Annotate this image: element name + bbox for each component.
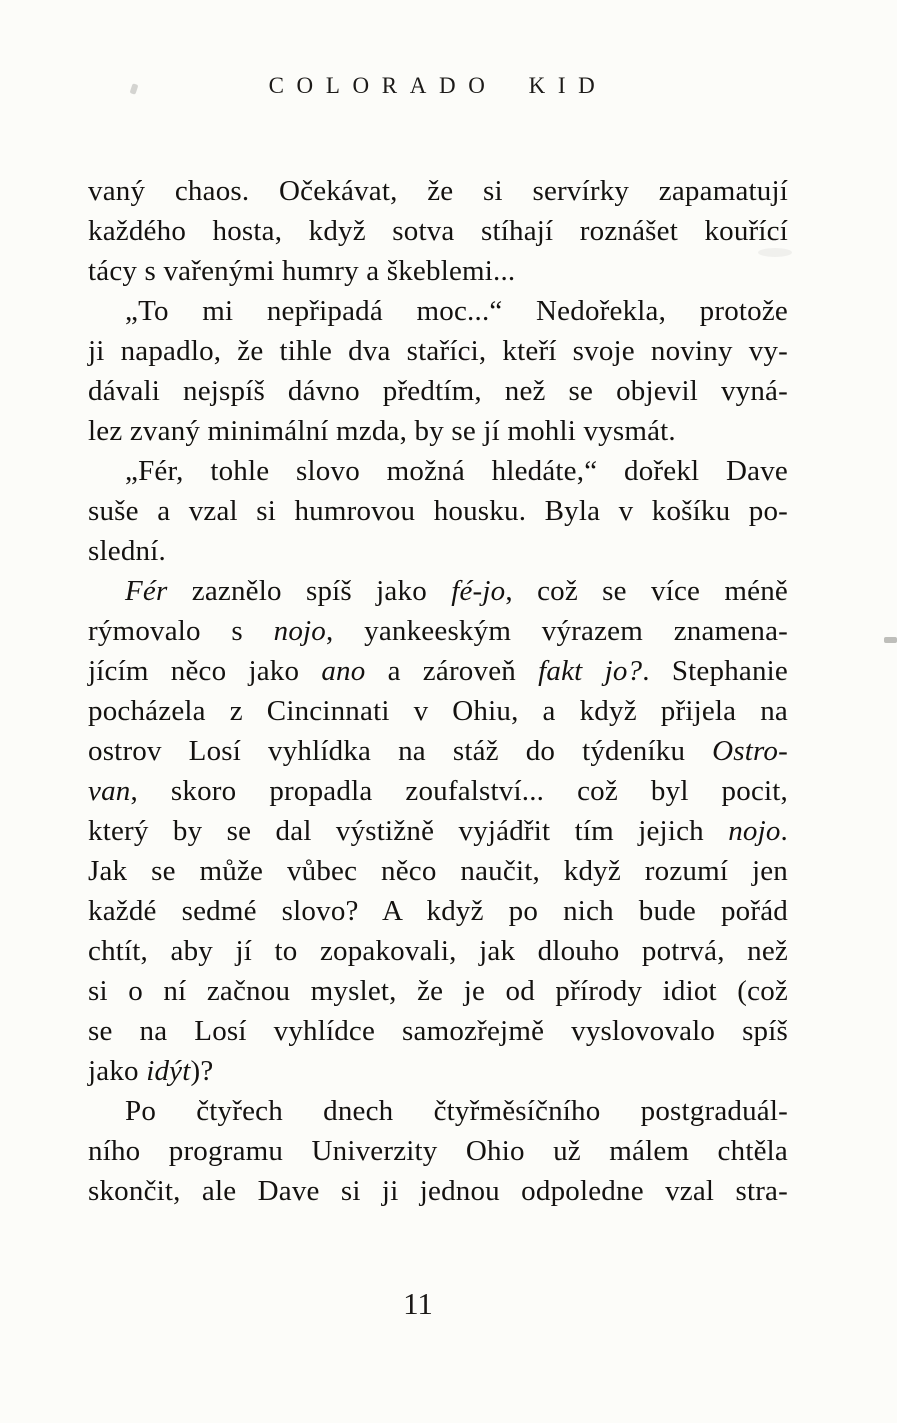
body-text (88, 171, 788, 1211)
text-line (88, 171, 788, 211)
text-line (88, 931, 788, 971)
text-line (88, 1051, 788, 1091)
text-run: tácy s vařenými humry a škeblemi... (88, 255, 516, 287)
text-line (88, 891, 788, 931)
text-run: který by se dal výstižně vyjádřit tím jejich (88, 815, 729, 847)
text-run: skončit, ale Dave si ji jednou odpoledne vzal stra- (88, 1175, 788, 1207)
text-line (88, 1131, 788, 1171)
text-run: vaný chaos. Očekávat, že si servírky zapamatují (88, 175, 788, 207)
text-run: slední. (88, 535, 166, 567)
text-run: , což se více méně (505, 575, 788, 607)
text-run: , skoro propadla zoufalství... což byl pocit, (130, 775, 788, 807)
text-line (88, 691, 788, 731)
text-run: dávali nejspíš dávno předtím, než se objevil vyná- (88, 375, 788, 407)
text-line (88, 491, 788, 531)
italic-text-run: fakt jo? (538, 655, 643, 687)
page-number: 11 (403, 1286, 433, 1321)
text-run: jako (88, 1055, 147, 1087)
text-run: a zároveň (365, 655, 539, 687)
text-run: „Fér, tohle slovo možná hledáte,“ dořekl Dave (125, 455, 788, 487)
italic-text-run: nojo (728, 815, 781, 847)
text-line (88, 1011, 788, 1051)
text-line (88, 1091, 788, 1131)
text-run: si o ní začnou myslet, že je od přírody idiot (což (88, 975, 788, 1007)
text-run: „To mi nepřipadá moc...“ Nedořekla, protože (125, 295, 788, 327)
text-run: zaznělo spíš jako (167, 575, 452, 607)
text-run: se na Losí vyhlídce samozřejmě vyslovovalo spíš (88, 1015, 788, 1047)
scan-artifact (758, 248, 792, 257)
text-line (88, 411, 788, 451)
italic-text-run: Ostro- (712, 735, 788, 767)
text-run: chtít, aby jí to zopakovali, jak dlouho potrvá, než (88, 935, 788, 967)
text-run: ji napadlo, že tihle dva staříci, kteří svoje noviny vy- (88, 335, 788, 367)
running-header-title: COLORADO KID (268, 73, 608, 98)
text-run: Jak se může vůbec něco naučit, když rozumí jen (88, 855, 788, 887)
text-run: )? (190, 1055, 214, 1087)
text-line (88, 811, 788, 851)
text-line (88, 331, 788, 371)
italic-text-run: Fér (125, 575, 168, 607)
scan-artifact (884, 637, 897, 643)
text-line (88, 651, 788, 691)
italic-text-run: idýt (146, 1055, 191, 1087)
text-run: ostrov Losí vyhlídka na stáž do týdeníku (88, 735, 713, 767)
text-run: každé sedmé slovo? A když po nich bude pořád (88, 895, 788, 927)
text-run: Po čtyřech dnech čtyřměsíčního postgraduál- (125, 1095, 788, 1127)
text-line (88, 571, 788, 611)
text-line (88, 251, 788, 291)
text-line (88, 451, 788, 491)
italic-text-run: van (88, 775, 131, 807)
text-run: rýmovalo s (88, 615, 274, 647)
text-line (88, 771, 788, 811)
text-run: . (780, 815, 788, 847)
text-run: , yankeeským výrazem znamena- (325, 615, 788, 647)
text-line (88, 1171, 788, 1211)
text-line (88, 851, 788, 891)
text-line (88, 531, 788, 571)
italic-text-run: fé-jo (451, 575, 506, 607)
text-run: ního programu Univerzity Ohio už málem chtěla (88, 1135, 788, 1167)
text-line (88, 611, 788, 651)
text-run: jícím něco jako (88, 655, 322, 687)
text-run: suše a vzal si humrovou housku. Byla v košíku po- (88, 495, 788, 527)
text-line (88, 211, 788, 251)
text-run: pocházela z Cincinnati v Ohiu, a když přijela na (88, 695, 788, 727)
text-line (88, 731, 788, 771)
text-line (88, 291, 788, 331)
text-line (88, 971, 788, 1011)
text-run: lez zvaný minimální mzda, by se jí mohli vysmát. (88, 415, 676, 447)
text-run: každého hosta, když sotva stíhají roznášet kouřící (88, 215, 788, 247)
italic-text-run: nojo (273, 615, 326, 647)
text-run: . Stephanie (642, 655, 788, 687)
italic-text-run: ano (321, 655, 366, 687)
text-line (88, 371, 788, 411)
